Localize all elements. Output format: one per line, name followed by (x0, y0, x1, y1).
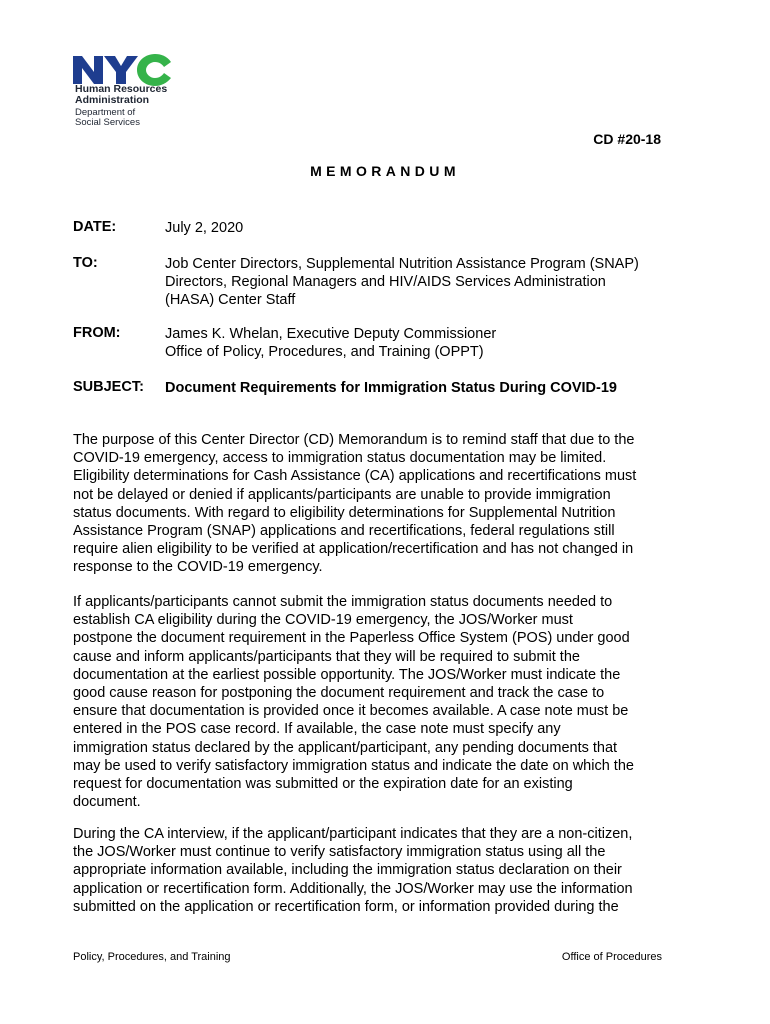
paragraph-line: submitted on the application or recertification form, or information provided during the (73, 898, 619, 915)
to-line: Directors, Regional Managers and HIV/AIDS Services Administration (165, 274, 606, 290)
body-paragraph-2 (73, 593, 673, 811)
paragraph-line: the JOS/Worker must continue to verify satisfactory immigration status using all the (73, 844, 606, 861)
subject-value: Document Requirements for Immigration Status During COVID-19 (165, 380, 617, 396)
date-label: DATE: (73, 219, 117, 235)
paragraph-line: The purpose of this Center Director (CD) Memorandum is to remind staff that due to the (73, 432, 635, 448)
footer-right: Office of Procedures (561, 951, 662, 963)
paragraph-line: not be delayed or denied if applicants/participants are unable to provide immigration (73, 486, 611, 503)
to-label: TO: (73, 255, 98, 271)
paragraph-line: document. (73, 794, 141, 811)
dept-name-line1: Department of (75, 107, 136, 118)
paragraph-line: postpone the document requirement in the Paperless Office System (POS) under good (73, 630, 630, 647)
body-paragraph-3 (73, 825, 673, 916)
paragraph-line: Assistance Program (SNAP) applications and recertifications, federal regulations still (73, 523, 615, 540)
paragraph-line: documentation at the earliest possible opportunity. The JOS/Worker must indicate the (73, 666, 621, 683)
paragraph-line: If applicants/participants cannot submit the immigration status documents needed to (73, 594, 613, 610)
paragraph-line: immigration status declared by the applicant/participant, any pending documents that (73, 739, 618, 756)
paragraph-line: During the CA interview, if the applicant/participant indicates that they are a non-citizen, (73, 826, 633, 842)
paragraph-line: ensure that documentation is provided once it becomes available. A case note must be (73, 703, 629, 720)
paragraph-line: establish CA eligibility during the COVID-19 emergency, the JOS/Worker must (73, 612, 573, 629)
nyc-logo-mark (73, 50, 173, 86)
paragraph-line: response to the COVID-19 emergency. (73, 559, 323, 576)
footer-left: Policy, Procedures, and Training (73, 951, 231, 963)
paragraph-line: appropriate information available, including the immigration status declaration on their (73, 862, 622, 879)
from-value (165, 325, 705, 361)
dept-name-line2: Social Services (75, 117, 140, 128)
to-line: (HASA) Center Staff (165, 292, 296, 308)
paragraph-line: good cause reason for postponing the document requirement and track the case to (73, 685, 605, 702)
paragraph-line: Eligibility determinations for Cash Assistance (CA) applications and recertifications must (73, 468, 637, 485)
to-line: Job Center Directors, Supplemental Nutrition Assistance Program (SNAP) (165, 256, 639, 272)
from-line: Office of Policy, Procedures, and Training (OPPT) (165, 344, 484, 360)
paragraph-line: entered in the POS case record. If available, the case note must specify any (73, 721, 561, 738)
from-label: FROM: (73, 325, 121, 341)
paragraph-line: may be used to verify satisfactory immigration status and indicate the date on which the (73, 757, 634, 774)
to-value (165, 255, 705, 309)
paragraph-line: application or recertification form. Additionally, the JOS/Worker may use the information (73, 880, 633, 897)
cd-number: CD #20-18 (593, 131, 661, 147)
nyc-hra-logo (73, 50, 183, 130)
paragraph-line: require alien eligibility to be verified at application/recertification and has not changed in (73, 541, 634, 558)
subject-label: SUBJECT: (73, 379, 144, 395)
body-paragraph-1 (73, 431, 673, 577)
memo-title: MEMORANDUM (310, 163, 460, 179)
paragraph-line: request for documentation was submitted or the expiration date for an existing (73, 776, 573, 793)
paragraph-line: status documents. With regard to eligibility determinations for Supplemental Nutrition (73, 504, 616, 521)
org-name-line1: Human Resources (75, 83, 168, 95)
org-name-line2: Administration (75, 94, 150, 106)
paragraph-line: cause and inform applicants/participants that they will be required to submit the (73, 648, 580, 665)
date-value: July 2, 2020 (165, 220, 244, 236)
paragraph-line: COVID-19 emergency, access to immigration status documentation may be limited. (73, 450, 607, 467)
from-line: James K. Whelan, Executive Deputy Commissioner (165, 326, 497, 342)
